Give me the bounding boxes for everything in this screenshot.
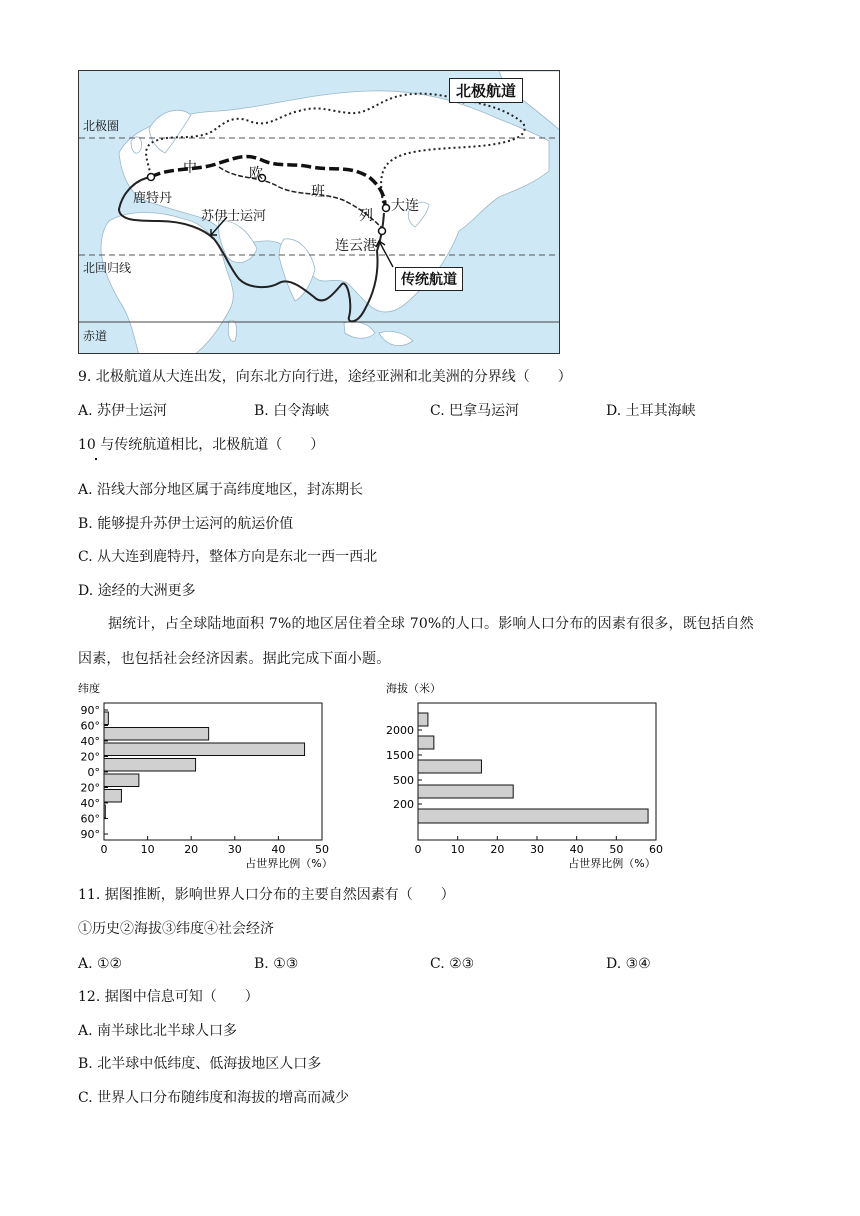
label-arctic-route: 北极航道	[449, 78, 523, 103]
label-dalian: 大连	[391, 198, 419, 214]
rotterdam-point	[148, 174, 155, 181]
q10-option-a[interactable]: A. 沿线大部分地区属于高纬度地区，封冻期长	[78, 482, 364, 498]
q10-dot	[95, 458, 97, 460]
x-tick-label: 10	[450, 843, 465, 856]
x-tick-label: 30	[227, 843, 242, 856]
question-12-stem: 12. 据图中信息可知（ ）	[78, 989, 259, 1005]
intro-line-2: 因素，也包括社会经济因素。据此完成下面小题。	[78, 651, 391, 667]
q12-option-c[interactable]: C. 世界人口分布随纬度和海拔的增高而减少	[78, 1090, 350, 1106]
question-11-stem: 11. 据图推断，影响世界人口分布的主要自然因素有（ ）	[78, 887, 455, 903]
bar	[418, 785, 513, 798]
y-tick-label: 0°	[87, 766, 100, 779]
x-tick-label: 20	[490, 843, 505, 856]
route-map	[78, 70, 560, 354]
label-tropic: 北回归线	[83, 261, 132, 275]
y-tick-label: 500	[393, 774, 414, 787]
y-tick-label: 1500	[386, 749, 414, 762]
q9-option-a[interactable]: A. 苏伊士运河	[78, 403, 168, 419]
bar	[104, 759, 196, 772]
y-tick-label: 20°	[80, 781, 100, 795]
q10-option-c[interactable]: C. 从大连到鹿特丹，整体方向是东北一西一西北	[78, 549, 378, 565]
q9-option-b[interactable]: B. 白令海峡	[254, 403, 330, 419]
y-tick-label: 90°	[80, 704, 100, 717]
y-tick-label: 20°	[80, 750, 100, 764]
chart-title: 纬度	[78, 682, 100, 695]
x-tick-label: 50	[315, 843, 329, 856]
question-10-stem: 10 与传统航道相比，北极航道（ ）	[78, 437, 325, 453]
q11-option-b[interactable]: B. ①③	[254, 956, 299, 972]
y-tick-label: 40°	[80, 735, 100, 748]
q9-option-d[interactable]: D. 土耳其海峡	[606, 403, 696, 419]
y-tick-label: 200	[393, 798, 414, 811]
bar	[418, 809, 648, 823]
q9-option-c[interactable]: C. 巴拿马运河	[430, 403, 520, 419]
x-tick-label: 50	[609, 843, 624, 856]
y-tick-label: 2000	[386, 724, 414, 737]
q10-option-d[interactable]: D. 途经的大洲更多	[78, 583, 196, 599]
bar	[104, 712, 108, 725]
latitude-chart	[74, 680, 344, 870]
bar	[104, 728, 209, 741]
question-9-stem: 9. 北极航道从大连出发，向东北方向行进，途经亚洲和北美洲的分界线（ ）	[78, 369, 572, 385]
q11-option-a[interactable]: A. ①②	[78, 956, 123, 972]
x-tick-label: 0	[414, 843, 422, 856]
label-train-ou: 欧	[249, 166, 263, 182]
x-tick-label: 30	[530, 843, 544, 856]
q10-option-b[interactable]: B. 能够提升苏伊士运河的航运价值	[78, 516, 294, 532]
lianyungang-point	[379, 228, 386, 235]
q11-option-d[interactable]: D. ③④	[606, 956, 651, 972]
label-suez: 苏伊士运河	[201, 209, 267, 224]
bar	[104, 743, 305, 756]
q12-option-b[interactable]: B. 北半球中低纬度、低海拔地区人口多	[78, 1056, 322, 1072]
label-train-ban: 班	[311, 184, 325, 200]
x-tick-label: 40	[569, 843, 584, 856]
bar	[418, 713, 428, 726]
bar	[104, 774, 139, 787]
label-lianyungang: 连云港	[335, 238, 377, 254]
elevation-chart	[380, 680, 680, 870]
x-tick-label: 0	[100, 843, 108, 856]
bar	[418, 760, 481, 773]
label-traditional-route: 传统航道	[395, 267, 463, 291]
y-tick-label: 40°	[80, 797, 100, 810]
y-tick-label: 90°	[80, 828, 100, 841]
y-tick-label: 60°	[80, 719, 100, 733]
bar	[418, 736, 434, 749]
label-arctic-circle: 北极圈	[83, 119, 120, 133]
x-axis-label: 占世界比例（%）	[568, 857, 656, 870]
intro-line-1: 据统计，占全球陆地面积 7%的地区居住着全球 70%的人口。影响人口分布的因素有很多，既包括自然	[108, 616, 754, 632]
label-equator: 赤道	[83, 329, 108, 343]
y-tick-label: 60°	[80, 812, 100, 826]
q11-option-c[interactable]: C. ②③	[430, 956, 475, 972]
x-tick-label: 40	[271, 843, 286, 856]
q12-option-a[interactable]: A. 南半球比北半球人口多	[78, 1023, 238, 1039]
label-train-lie: 列	[359, 208, 373, 224]
label-rotterdam: 鹿特丹	[133, 191, 173, 206]
q11-items: ①历史②海拔③纬度④社会经济	[78, 921, 274, 937]
bar	[104, 790, 121, 803]
label-train-zhong: 中	[183, 160, 197, 176]
land-masses	[101, 71, 560, 354]
chart-title: 海拔（米）	[386, 682, 441, 695]
bar	[104, 805, 105, 818]
x-tick-label: 10	[140, 843, 155, 856]
x-tick-label: 60	[649, 843, 663, 856]
x-axis-label: 占世界比例（%）	[245, 857, 333, 870]
dalian-point	[383, 205, 390, 212]
x-tick-label: 20	[184, 843, 199, 856]
